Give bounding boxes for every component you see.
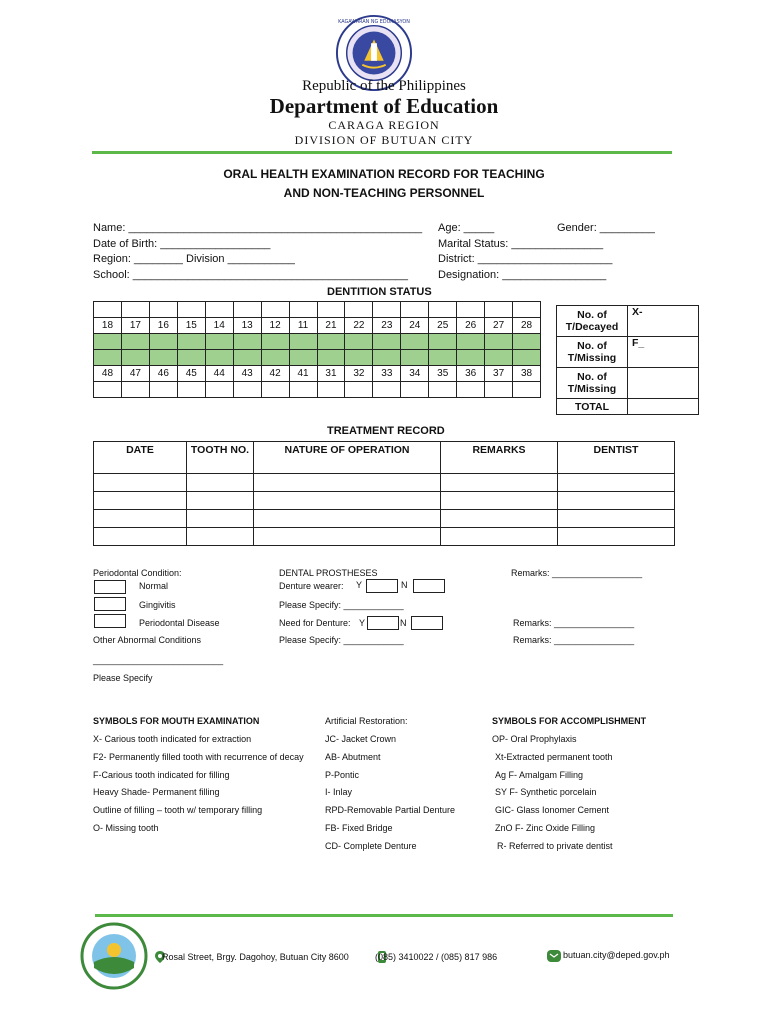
legend-item: OP- Oral Prophylaxis <box>492 734 577 744</box>
tooth-cell[interactable] <box>401 382 429 398</box>
tooth-cell[interactable] <box>261 334 289 350</box>
remarks-field-3[interactable]: Remarks: ________________ <box>513 635 635 645</box>
tooth-cell[interactable] <box>345 302 373 318</box>
tooth-cell[interactable] <box>289 350 317 366</box>
dentition-lower-blank <box>94 382 541 398</box>
table-cell[interactable] <box>441 510 558 528</box>
tooth-cell[interactable] <box>429 382 457 398</box>
column-header: REMARKS <box>441 442 558 474</box>
tooth-cell[interactable] <box>233 334 261 350</box>
need-yes-checkbox[interactable] <box>367 616 399 630</box>
tooth-cell[interactable] <box>177 382 205 398</box>
tooth-number: 14 <box>205 318 233 334</box>
legend-item: ZnO F- Zinc Oxide Filling <box>495 823 596 833</box>
tooth-cell[interactable] <box>233 302 261 318</box>
tooth-cell[interactable] <box>289 334 317 350</box>
summary-code[interactable]: X- <box>628 306 699 337</box>
legend-item: RPD-Removable Partial Denture <box>325 805 456 815</box>
tooth-cell[interactable] <box>457 302 485 318</box>
summary-label: No. of T/Missing <box>557 337 628 368</box>
treatment-row <box>94 528 675 546</box>
form-title-line1: ORAL HEALTH EXAMINATION RECORD FOR TEACHING <box>223 167 545 181</box>
legend-item: O- Missing tooth <box>93 823 159 833</box>
tooth-cell[interactable] <box>317 350 345 366</box>
table-cell[interactable] <box>254 474 441 492</box>
republic-text: Republic of the Philippines <box>302 78 466 94</box>
tooth-cell[interactable] <box>317 382 345 398</box>
tooth-cell[interactable] <box>149 334 177 350</box>
tooth-cell[interactable] <box>233 382 261 398</box>
tooth-cell[interactable] <box>94 382 122 398</box>
tooth-cell[interactable] <box>121 350 149 366</box>
tooth-number: 16 <box>149 318 177 334</box>
tooth-number: 28 <box>513 318 541 334</box>
tooth-cell[interactable] <box>261 382 289 398</box>
periodontal-title: Periodontal Condition: <box>93 568 182 578</box>
footer-phone: (085) 3410022 / (085) 817 986 <box>375 952 498 962</box>
table-cell[interactable] <box>441 492 558 510</box>
treatment-title: TREATMENT RECORD <box>327 425 445 437</box>
tooth-cell[interactable] <box>373 382 401 398</box>
prostheses-title: DENTAL PROSTHESES <box>279 568 378 578</box>
tooth-cell[interactable] <box>457 350 485 366</box>
please-specify-label: Please Specify <box>93 673 153 683</box>
marital-field[interactable]: Marital Status: _______________ <box>438 238 604 250</box>
table-cell[interactable] <box>558 474 675 492</box>
district-field[interactable]: District: ______________________ <box>438 253 613 265</box>
tooth-cell[interactable] <box>485 302 513 318</box>
treatment-table <box>93 441 675 546</box>
tooth-number: 24 <box>401 318 429 334</box>
tooth-number: 42 <box>261 366 289 382</box>
tooth-cell[interactable] <box>401 350 429 366</box>
treatment-row <box>94 474 675 492</box>
legend-item: X- Carious tooth indicated for extraction <box>93 734 252 744</box>
legend-item: FB- Fixed Bridge <box>325 823 393 833</box>
division-text: DIVISION OF BUTUAN CITY <box>294 133 474 147</box>
tooth-cell[interactable] <box>513 302 541 318</box>
tooth-number: 13 <box>233 318 261 334</box>
periodontal-disease-label: Periodontal Disease <box>139 618 220 628</box>
legend-item: R- Referred to private dentist <box>497 841 613 851</box>
table-cell[interactable] <box>94 510 187 528</box>
region-field[interactable]: Region: ________ <box>93 253 183 265</box>
division-field[interactable]: Division ___________ <box>186 253 295 265</box>
tooth-cell[interactable] <box>513 382 541 398</box>
summary-code[interactable] <box>628 368 699 399</box>
table-cell[interactable] <box>254 510 441 528</box>
tooth-number: 44 <box>205 366 233 382</box>
legend-item: Ag F- Amalgam Filling <box>495 770 584 780</box>
table-cell[interactable] <box>187 528 254 546</box>
tooth-cell[interactable] <box>345 382 373 398</box>
accomplishment-legend-title: SYMBOLS FOR ACCOMPLISHMENT <box>492 716 647 726</box>
table-cell[interactable] <box>441 474 558 492</box>
tooth-number: 31 <box>317 366 345 382</box>
summary-code[interactable]: F_ <box>628 337 699 368</box>
need-y-label: Y <box>359 618 366 628</box>
other-conditions-label: Other Abnormal Conditions <box>93 635 202 645</box>
table-cell[interactable] <box>94 474 187 492</box>
tooth-cell[interactable] <box>149 302 177 318</box>
footer-email[interactable]: butuan.city@deped.gov.ph <box>563 950 670 960</box>
tooth-number: 36 <box>457 366 485 382</box>
wearer-yes-checkbox[interactable] <box>366 579 398 593</box>
tooth-cell[interactable] <box>429 334 457 350</box>
tooth-number: 15 <box>177 318 205 334</box>
tooth-cell[interactable] <box>317 334 345 350</box>
tooth-number: 33 <box>373 366 401 382</box>
table-cell[interactable] <box>94 528 187 546</box>
treatment-row <box>94 492 675 510</box>
remarks-field-1[interactable]: Remarks: __________________ <box>511 568 643 578</box>
tooth-cell[interactable] <box>205 382 233 398</box>
department-title: Department of Education <box>269 94 499 118</box>
table-cell[interactable] <box>94 492 187 510</box>
designation-field[interactable]: Designation: _________________ <box>438 269 607 281</box>
tooth-cell[interactable] <box>149 382 177 398</box>
tooth-cell[interactable] <box>121 334 149 350</box>
wearer-n-label: N <box>401 580 408 590</box>
legend-item: Xt-Extracted permanent tooth <box>495 752 613 762</box>
specify-field-1[interactable]: Please Specify: ____________ <box>279 600 404 610</box>
tooth-number: 12 <box>261 318 289 334</box>
division-seal-logo <box>80 922 148 990</box>
tooth-cell[interactable] <box>485 382 513 398</box>
tooth-summary-table <box>556 305 699 415</box>
column-header: DATE <box>94 442 187 474</box>
header-divider <box>92 151 672 154</box>
legend-item: Outline of filling – tooth w/ temporary filling <box>93 805 263 815</box>
tooth-number: 38 <box>513 366 541 382</box>
tooth-cell[interactable] <box>373 302 401 318</box>
denture-wearer-label: Denture wearer: <box>279 581 344 591</box>
tooth-number: 43 <box>233 366 261 382</box>
tooth-cell[interactable] <box>345 334 373 350</box>
tooth-number: 41 <box>289 366 317 382</box>
tooth-cell[interactable] <box>401 334 429 350</box>
tooth-cell[interactable] <box>205 350 233 366</box>
table-cell[interactable] <box>558 528 675 546</box>
tooth-number: 23 <box>373 318 401 334</box>
tooth-cell[interactable] <box>94 350 122 366</box>
region-text: CARAGA REGION <box>328 118 440 132</box>
email-icon <box>547 950 561 962</box>
tooth-cell[interactable] <box>373 350 401 366</box>
tooth-number: 11 <box>289 318 317 334</box>
specify-field-2[interactable]: Please Specify: ____________ <box>279 635 404 645</box>
tooth-number: 21 <box>317 318 345 334</box>
normal-checkbox[interactable] <box>94 580 126 594</box>
tooth-number: 34 <box>401 366 429 382</box>
table-cell[interactable] <box>558 492 675 510</box>
tooth-cell[interactable] <box>289 382 317 398</box>
tooth-number: 17 <box>121 318 149 334</box>
dentition-upper-numbers <box>94 318 541 334</box>
seal-text: KAGAWARAN NG EDUKASYON <box>338 18 410 25</box>
column-header: DENTIST <box>558 442 675 474</box>
wearer-no-checkbox[interactable] <box>413 579 445 593</box>
tooth-number: 48 <box>94 366 122 382</box>
tooth-cell[interactable] <box>177 334 205 350</box>
tooth-cell[interactable] <box>485 350 513 366</box>
legend-item: AB- Abutment <box>325 752 381 762</box>
tooth-cell[interactable] <box>121 382 149 398</box>
table-cell[interactable] <box>254 492 441 510</box>
table-cell[interactable] <box>187 492 254 510</box>
remarks-field-2[interactable]: Remarks: ________________ <box>513 618 635 628</box>
gingivitis-label: Gingivitis <box>139 600 176 610</box>
tooth-cell[interactable] <box>94 334 122 350</box>
tooth-number: 25 <box>429 318 457 334</box>
tooth-number: 37 <box>485 366 513 382</box>
tooth-number: 35 <box>429 366 457 382</box>
tooth-number: 26 <box>457 318 485 334</box>
gingivitis-checkbox[interactable] <box>94 597 126 611</box>
legend-item: JC- Jacket Crown <box>325 734 397 744</box>
artificial-legend-title: Artificial Restoration: <box>325 716 408 726</box>
tooth-number: 47 <box>121 366 149 382</box>
tooth-cell[interactable] <box>121 302 149 318</box>
age-field[interactable]: Age: _____ <box>438 222 495 234</box>
footer-address: Rosal Street, Brgy. Dagohoy, Butuan City 8600 <box>162 952 349 962</box>
table-cell[interactable] <box>441 528 558 546</box>
tooth-cell[interactable] <box>457 334 485 350</box>
footer-divider <box>95 914 673 917</box>
tooth-cell[interactable] <box>513 334 541 350</box>
need-no-checkbox[interactable] <box>411 616 443 630</box>
treatment-row <box>94 510 675 528</box>
tooth-number: 27 <box>485 318 513 334</box>
tooth-number: 46 <box>149 366 177 382</box>
tooth-cell[interactable] <box>401 302 429 318</box>
legend-item: F-Carious tooth indicated for filling <box>93 770 230 780</box>
table-cell[interactable] <box>254 528 441 546</box>
tooth-cell[interactable] <box>373 334 401 350</box>
legend-item: Heavy Shade- Permanent filling <box>93 787 220 797</box>
summary-label: TOTAL <box>557 399 628 415</box>
form-title-line2: AND NON-TEACHING PERSONNEL <box>283 186 485 200</box>
wearer-y-label: Y <box>356 580 363 590</box>
summary-label: No. of T/Decayed <box>557 306 628 337</box>
dentition-upper-blank <box>94 302 541 318</box>
dentition-lower-numbers <box>94 366 541 382</box>
tooth-cell[interactable] <box>485 334 513 350</box>
tooth-cell[interactable] <box>345 350 373 366</box>
legend-item: SY F- Synthetic porcelain <box>495 787 597 797</box>
tooth-cell[interactable] <box>317 302 345 318</box>
dentition-upper-shade <box>94 334 541 350</box>
dentition-title: DENTITION STATUS <box>327 286 432 298</box>
tooth-cell[interactable] <box>261 350 289 366</box>
summary-code[interactable] <box>628 399 699 415</box>
tooth-number: 22 <box>345 318 373 334</box>
periodontal-disease-checkbox[interactable] <box>94 614 126 628</box>
other-conditions-line[interactable]: __________________________ <box>93 655 224 665</box>
name-field[interactable]: Name: ________________________________________________ <box>93 222 423 234</box>
normal-label: Normal <box>139 581 169 591</box>
tooth-cell[interactable] <box>177 350 205 366</box>
tooth-cell[interactable] <box>429 350 457 366</box>
tooth-cell[interactable] <box>205 334 233 350</box>
gender-field[interactable]: Gender: _________ <box>557 222 655 234</box>
tooth-cell[interactable] <box>289 302 317 318</box>
tooth-cell[interactable] <box>149 350 177 366</box>
tooth-number: 45 <box>177 366 205 382</box>
tooth-cell[interactable] <box>457 382 485 398</box>
tooth-cell[interactable] <box>429 302 457 318</box>
tooth-cell[interactable] <box>513 350 541 366</box>
school-field[interactable]: School: _____________________________________________ <box>93 269 409 281</box>
tooth-cell[interactable] <box>261 302 289 318</box>
summary-label: No. of T/Missing <box>557 368 628 399</box>
table-cell[interactable] <box>558 510 675 528</box>
legend-item: I- Inlay <box>325 787 353 797</box>
need-denture-label: Need for Denture: <box>279 618 351 628</box>
tooth-number: 32 <box>345 366 373 382</box>
tooth-cell[interactable] <box>205 302 233 318</box>
legend-item: CD- Complete Denture <box>325 841 417 851</box>
table-cell[interactable] <box>187 474 254 492</box>
tooth-cell[interactable] <box>94 302 122 318</box>
tooth-cell[interactable] <box>177 302 205 318</box>
tooth-cell[interactable] <box>233 350 261 366</box>
dob-field[interactable]: Date of Birth: __________________ <box>93 238 271 250</box>
dentition-lower-shade <box>94 350 541 366</box>
legend-item: P-Pontic <box>325 770 360 780</box>
dentition-chart <box>93 301 541 398</box>
table-cell[interactable] <box>187 510 254 528</box>
column-header: NATURE OF OPERATION <box>254 442 441 474</box>
legend-item: F2- Permanently filled tooth with recurrence of decay <box>93 752 304 762</box>
need-n-label: N <box>400 618 407 628</box>
tooth-number: 18 <box>94 318 122 334</box>
mouth-legend-title: SYMBOLS FOR MOUTH EXAMINATION <box>93 716 260 726</box>
legend-item: GIC- Glass Ionomer Cement <box>495 805 610 815</box>
column-header: TOOTH NO. <box>187 442 254 474</box>
